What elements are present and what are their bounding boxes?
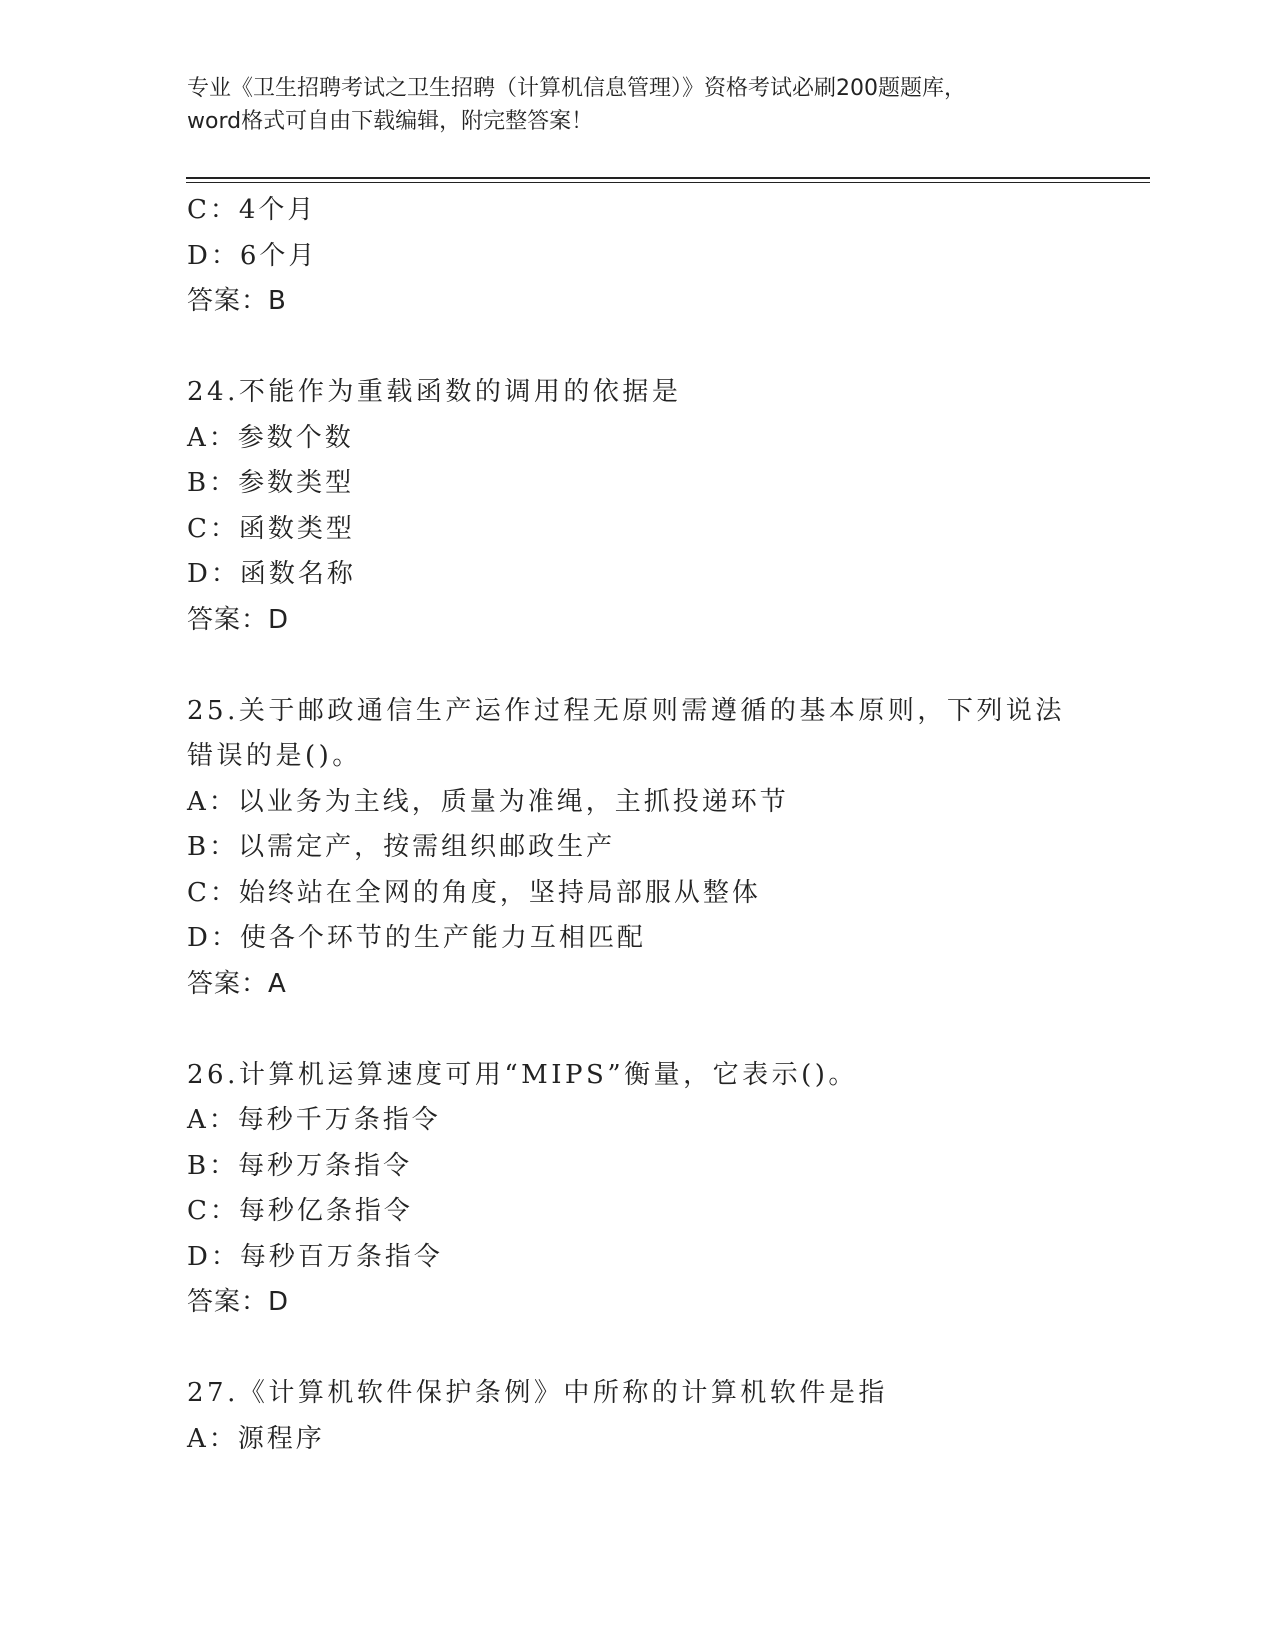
header-line-1: 专业《卫生招聘考试之卫生招聘（计算机信息管理）》资格考试必刷200题题库， xyxy=(187,76,966,101)
question-text: 24.不能作为重载函数的调用的依据是 xyxy=(187,377,682,407)
option-line: C：始终站在全网的角度，坚持局部服从整体 xyxy=(187,877,761,908)
option-line: B：每秒万条指令 xyxy=(187,1150,413,1181)
document-header xyxy=(187,72,1087,138)
option-line: C：4个月 xyxy=(187,195,317,225)
option-line: A：参数个数 xyxy=(187,422,354,453)
option-line: B：参数类型 xyxy=(187,468,355,498)
option-line: B：以需定产，按需组织邮政生产 xyxy=(187,832,616,862)
option-line: D：6个月 xyxy=(187,240,318,271)
option-line: D：每秒百万条指令 xyxy=(187,1241,443,1272)
header-rule-thick xyxy=(186,177,1150,179)
answer-line: 答案：D xyxy=(187,604,290,635)
section-gap xyxy=(187,643,1087,689)
option-line: A：每秒千万条指令 xyxy=(187,1105,441,1135)
option-line: A：以业务为主线，质量为准绳，主抓投递环节 xyxy=(187,786,789,817)
option-line: A：源程序 xyxy=(187,1423,325,1454)
answer-line: 答案：D xyxy=(187,1287,290,1317)
question-list xyxy=(187,188,1087,1462)
header-rule-thin xyxy=(186,182,1150,183)
header-line-2: word格式可自由下载编辑，附完整答案！ xyxy=(187,109,594,134)
option-line: D：函数名称 xyxy=(187,559,356,589)
question-text: 25.关于邮政通信生产运作过程无原则需遵循的基本原则，下列说法错误的是()。 xyxy=(187,695,1065,771)
question-text: 27.《计算机软件保护条例》中所称的计算机软件是指 xyxy=(187,1378,888,1408)
option-line: C：每秒亿条指令 xyxy=(187,1196,413,1226)
option-line: D：使各个环节的生产能力互相匹配 xyxy=(187,923,646,953)
question-text: 26.计算机运算速度可用“MIPS”衡量，它表示()。 xyxy=(187,1059,858,1090)
section-gap xyxy=(187,1007,1087,1053)
option-line: C：函数类型 xyxy=(187,513,355,544)
answer-line: 答案：A xyxy=(187,968,287,999)
section-gap xyxy=(187,1326,1087,1372)
answer-line: 答案：B xyxy=(187,286,287,316)
section-gap xyxy=(187,325,1087,371)
